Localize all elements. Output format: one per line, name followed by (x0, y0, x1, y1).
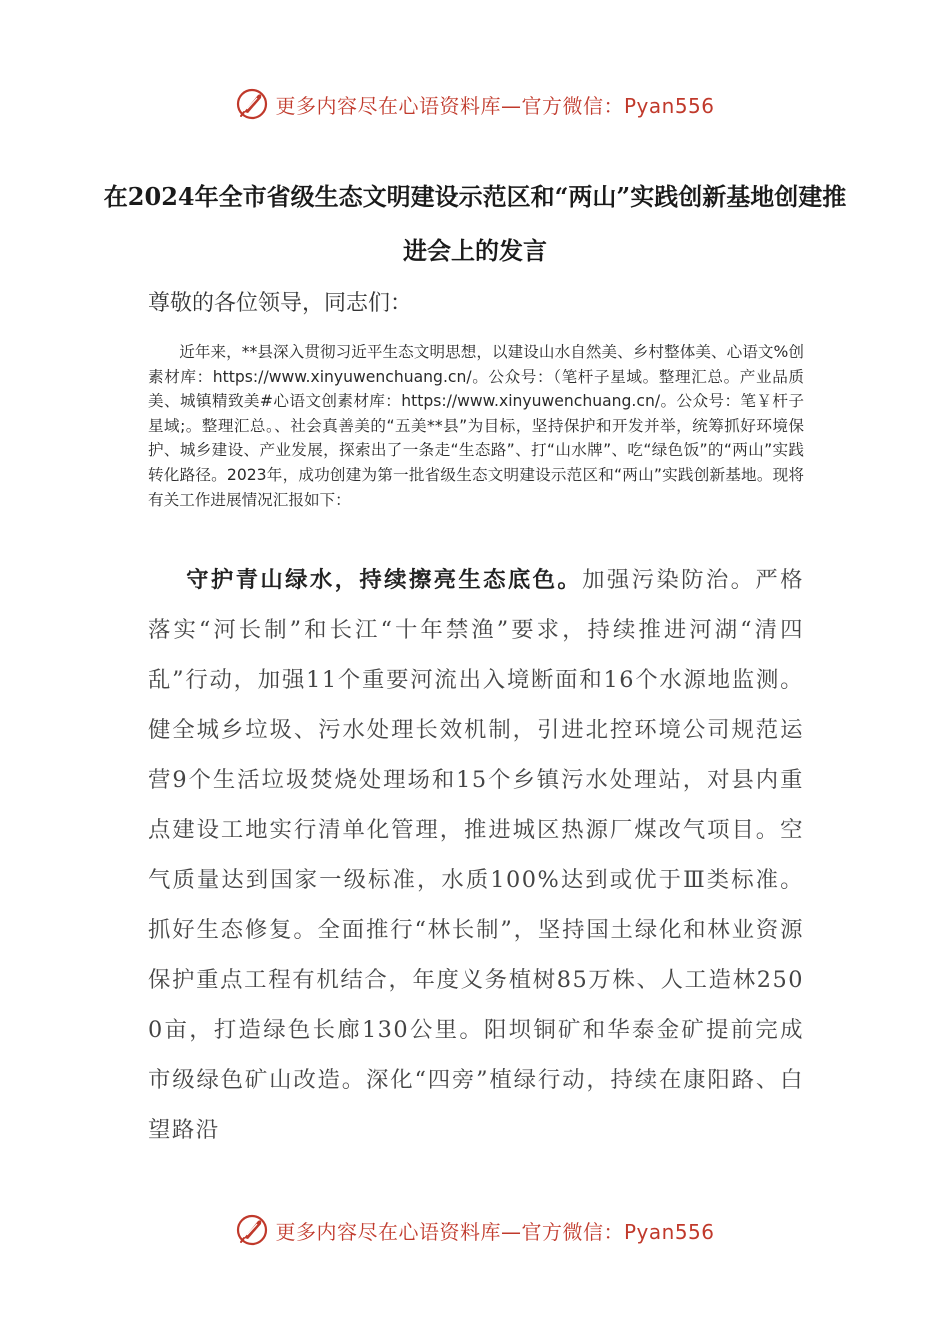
footer-banner-text (275, 1216, 714, 1245)
body-paragraph (148, 555, 804, 1155)
quill-pen-logo-icon (235, 87, 269, 121)
footer-banner-main-text: 更多内容尽在心语资料库 (275, 1219, 501, 1244)
quill-pen-logo-icon (235, 1213, 269, 1247)
footer-banner-dash: — (500, 1219, 522, 1244)
header-banner (0, 84, 950, 124)
banner-wechat-id: Pyan556 (623, 93, 715, 118)
banner-text (275, 90, 714, 119)
banner-dash: — (500, 93, 522, 118)
footer-banner-suffix-text: 官方微信： (521, 1219, 624, 1244)
footer-banner-wechat-id: Pyan556 (623, 1219, 715, 1244)
footer-banner-content (235, 1213, 714, 1247)
intro-paragraph: 近年来，**县深入贯彻习近平生态文明思想，以建设山水自然美、乡村整体美、心语文%创素材库：https://www.xinyuwenchuang.cn/。公众号：（笔杆子星域。整理汇总。产业品质美、城镇精致美#心语文创素材库：https://www.xinyuwenchuang.cn/。公众号：笔￥杆子星域;。整理汇总。、社会真善美的“五美**县”为目标，坚持保护和开发并举，统筹抓好环境保护、城乡建设、产业发展，探索出了一条走“生态路”、打“山水牌”、吃“绿色饭”的“两山”实践转化路径。2023年，成功创建为第一批省级生态文明建设示范区和“两山”实践创新基地。现将有关工作进展情况汇报如下： (148, 343, 804, 509)
banner-main-text: 更多内容尽在心语资料库 (275, 93, 501, 118)
salutation: 尊敬的各位领导，同志们： (148, 291, 413, 316)
banner-suffix-text: 官方微信： (521, 93, 624, 118)
section-body-text: 加强污染防治。严格落实“河长制”和长江“十年禁渔”要求，持续推进河湖“清四乱”行动，加强11个重要河流出入境断面和16个水源地监测。健全城乡垃圾、污水处理长效机制，引进北控环境公司规范运营9个生活垃圾焚烧处理场和15个乡镇污水处理站，对县内重点建设工地实行清单化管理，推进城区热源厂煤改气项目。空气质量达到国家一级标准，水质100%达到或优于Ⅲ类标准。抓好生态修复。全面推行“林长制”，坚持国土绿化和林业资源保护重点工程有机结合，年度义务植树85万株、人工造林2500亩，打造绿色长廊130公里。阳坝铜矿和华泰金矿提前完成市级绿色矿山改造。深化“四旁”植绿行动，持续在康阳路、白望路沿 (148, 567, 805, 1143)
footer-banner (0, 1210, 950, 1250)
document-title: 在2024年全市省级生态文明建设示范区和“两山”实践创新基地创建推进会上的发言 (103, 182, 847, 265)
section-lead-heading: 守护青山绿水，持续擦亮生态底色。 (186, 567, 583, 593)
banner-content (235, 87, 714, 121)
